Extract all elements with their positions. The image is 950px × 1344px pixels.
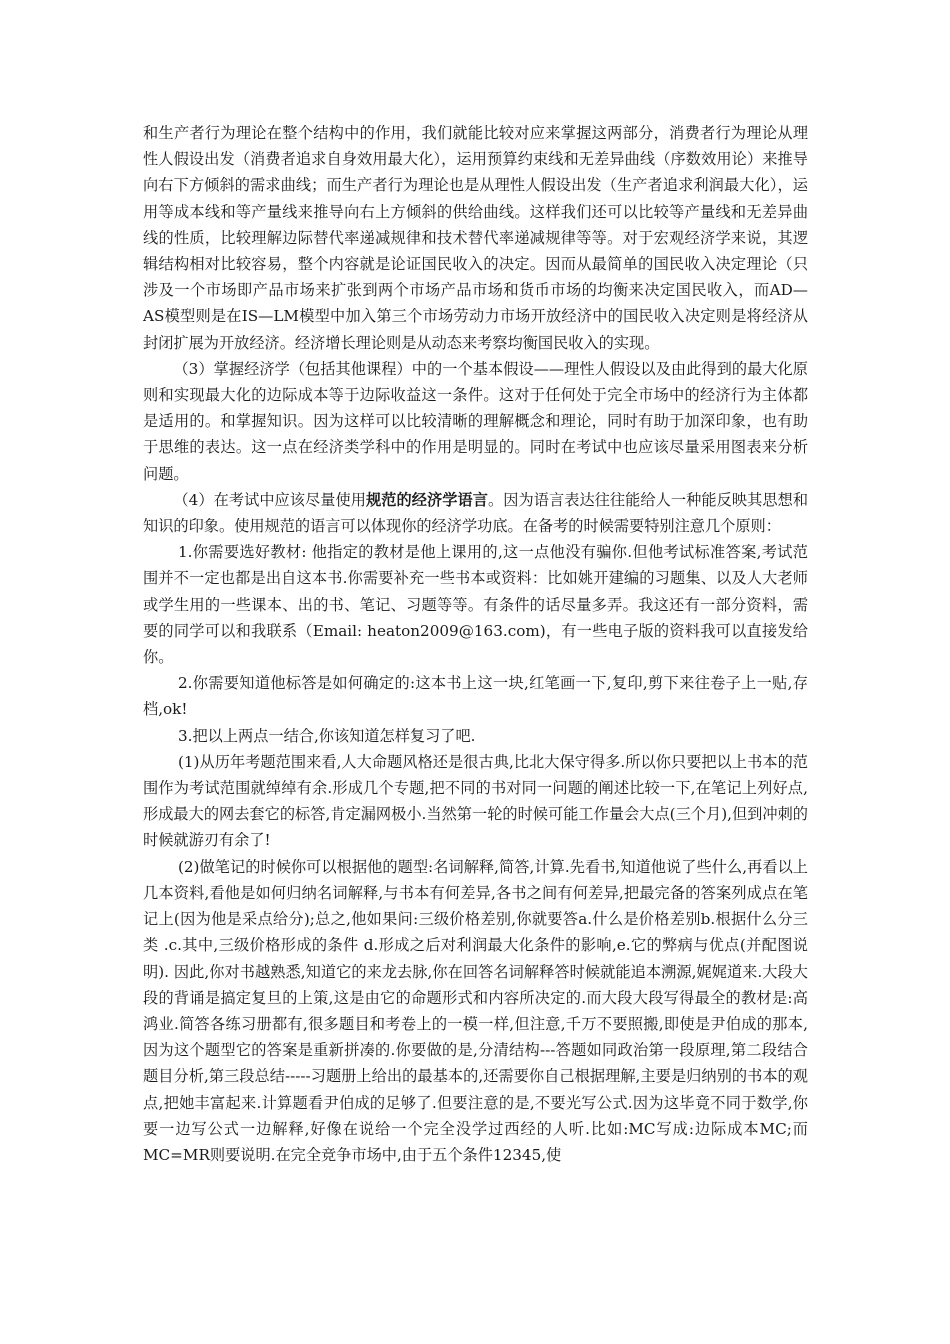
bold-phrase: 规范的经济学语言: [366, 490, 488, 509]
paragraph-economic-language: [143, 487, 808, 539]
paragraph-rational-assumption: （3）掌握经济学（包括其他课程）中的一个基本假设——理性人假设以及由此得到的最大化原则和实现最大化的边际成本等于边际收益这一条件。这对于任何处于完全市场中的经济行为主体都是适用的。和掌握知识。因为这样可以比较清晰的理解概念和理论，同时有助于加深印象，也有助于思维的表达。这一点在经济类学科中的作用是明显的。同时在考试中也应该尽量采用图表来分析问题。: [143, 359, 808, 483]
paragraph-textbook-choice: 1.你需要选好教材: 他指定的教材是他上课用的,这一点他没有骗你.但他考试标准答案,考试范围并不一定也都是出自这本书.你需要补充一些书本或资料：比如姚开建编的习题集、以及人大老师或学生用的一些课本、出的书、笔记、习题等等。有条件的话尽量多弄。我这还有一部分资料，需要的同学可以和我联系（Email: heaton2009@163.com)，有一些电子版的资料我可以直接发给你。: [143, 543, 808, 667]
paragraph-text-before: （4）在考试中应该尽量使用: [173, 490, 367, 509]
paragraph-note-taking: (2)做笔记的时候你可以根据他的题型:名词解释,简答,计算.先看书,知道他说了些什么,再看以上几本资料,看他是如何归纳名词解释,与书本有何差异,各书之间有何差异,把最完备的答案列成点在笔记上(因为他是采点给分);总之,他如果问:三级价格差别,你就要答a.什么是价格差别b.根据什么分三类 .c.其中,三级价格形成的条件 d.形成之后对利润最大化条件的影响,e.它的弊病与优点(并配图说明). 因此,你对书越熟悉,知道它的来龙去脉,你在回答名词解释答时候就能追本溯源,娓娓道来.大段大段的背诵是搞定复旦的上策,这是由它的命题形式和内容所决定的.而大段大段写得最全的教材是:高鸿业.简答各练习册都有,很多题目和考卷上的一模一样,但注意,千万不要照搬,即使是尹伯成的那本,因为这个题型它的答案是重新拼凑的.你要做的是,分清结构---答题如同政治第一段原理,第二段结合题目分析,第三段总结-----习题册上给出的最基本的,还需要你自己根据理解,主要是归纳别的书本的观点,把她丰富起来.计算题看尹伯成的足够了.但要注意的是,不要光写公式.因为这毕竟不同于数学,你要一边写公式一边解释,好像在说给一个完全没学过西经的人听.比如:MC写成:边际成本MC;而MC=MR则要说明.在完全竞争市场中,由于五个条件12345,使: [143, 857, 808, 1164]
paragraph-answer-standard: 2.你需要知道他标答是如何确定的:这本书上这一块,红笔画一下,复印,剪下来往卷子上一贴,存档,ok!: [143, 674, 808, 719]
document-body: [143, 120, 808, 1168]
paragraph-text-after: 。因为语言表达往往能给人一种能反映其思想和知识的印象。使用规范的语言可以体现你的经济学功底。在备考的时候需要特别注意几个原则：: [143, 490, 809, 536]
paragraph-combine: 3.把以上两点一结合,你该知道怎样复习了吧.: [177, 726, 476, 745]
paragraph-structure-theory: 和生产者行为理论在整个结构中的作用，我们就能比较对应来掌握这两部分，消费者行为理论从理性人假设出发（消费者追求自身效用最大化），运用预算约束线和无差异曲线（序数效用论）来推导向右下方倾斜的需求曲线；而生产者行为理论也是从理性人假设出发（生产者追求利润最大化），运用等成本线和等产量线来推导向右上方倾斜的供给曲线。这样我们还可以比较等产量线和无差异曲线的性质，比较理解边际替代率递减规律和技术替代率递减规律等等。对于宏观经济学来说，其逻辑结构相对比较容易，整个内容就是论证国民收入的决定。因而从最简单的国民收入决定理论（只涉及一个市场即产品市场来扩张到两个市场产品市场和货币市场的均衡来决定国民收入，而AD—AS模型则是在IS—LM模型中加入第三个市场劳动力市场开放经济中的国民收入决定则是将经济从封闭扩展为开放经济。经济增长理论则是从动态来考察均衡国民收入的实现。: [143, 124, 808, 352]
paragraph-exam-scope: (1)从历年考题范围来看,人大命题风格还是很古典,比北大保守得多.所以你只要把以上书本的范围作为考试范围就绰绰有余.形成几个专题,把不同的书对同一问题的阐述比较一下,在笔记上列好点,形成最大的网去套它的标答,肯定漏网极小.当然第一轮的时候可能工作量会大点(三个月),但到冲刺的时候就游刃有余了!: [143, 752, 808, 850]
